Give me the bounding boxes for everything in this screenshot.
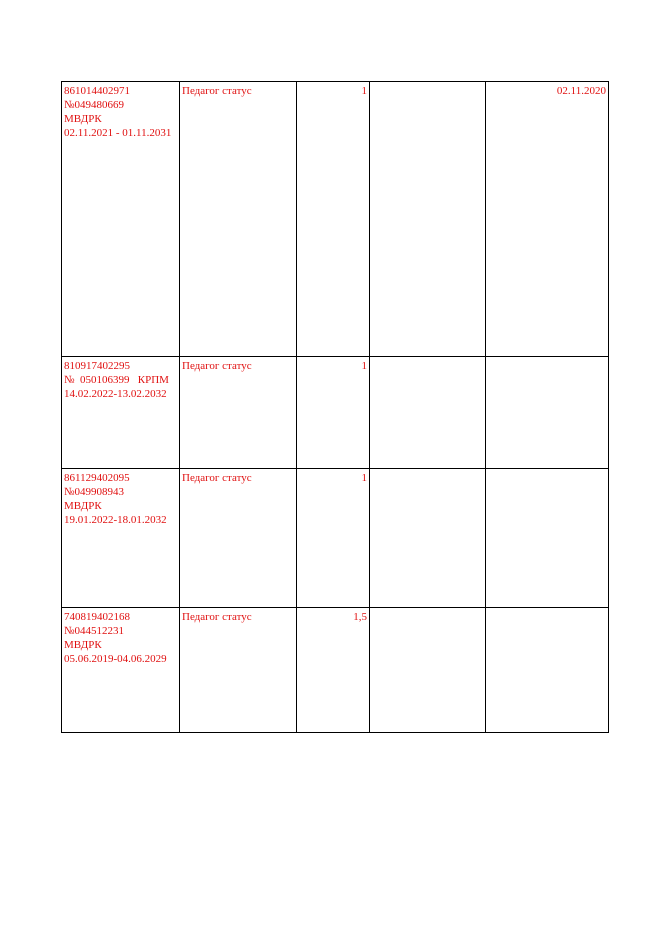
issuer-text: МВДРК: [64, 639, 102, 651]
value-cell: 1,5: [297, 608, 370, 733]
validity-period: 14.02.2022-13.02.2032: [64, 388, 167, 400]
document-number: №049908943: [64, 486, 124, 498]
value-cell: 1: [297, 82, 370, 357]
status-cell: Педагог статус: [180, 608, 297, 733]
empty-cell: [370, 469, 486, 608]
iin-text: 810917402295: [64, 360, 130, 372]
value-cell: 1: [297, 469, 370, 608]
validity-period: 02.11.2021 - 01.11.2031: [64, 127, 172, 139]
empty-cell: [370, 82, 486, 357]
issuer-text: МВДРК: [64, 500, 102, 512]
iin-text: 861129402095: [64, 472, 130, 484]
status-cell: Педагог статус: [180, 357, 297, 469]
table-row: [62, 82, 609, 357]
table-row: [62, 357, 609, 469]
table-row: [62, 469, 609, 608]
issuer-text: МВДРК: [64, 113, 102, 125]
doc-cell: [62, 82, 180, 357]
doc-cell: [62, 608, 180, 733]
iin-text: 740819402168: [64, 611, 130, 623]
date-cell: [486, 469, 609, 608]
document-number: №049480669: [64, 99, 124, 111]
document-number: №044512231: [64, 625, 124, 637]
validity-period: 05.06.2019-04.06.2029: [64, 653, 167, 665]
date-cell: [486, 357, 609, 469]
iin-text: 861014402971: [64, 85, 130, 97]
date-cell: 02.11.2020: [486, 82, 609, 357]
doc-cell: [62, 357, 180, 469]
validity-period: 19.01.2022-18.01.2032: [64, 514, 167, 526]
table-row: [62, 608, 609, 733]
empty-cell: [370, 357, 486, 469]
doc-cell: [62, 469, 180, 608]
staff-table: [61, 81, 609, 733]
status-cell: Педагог статус: [180, 82, 297, 357]
date-cell: [486, 608, 609, 733]
status-cell: Педагог статус: [180, 469, 297, 608]
document-number: № 050106399 КРПМ: [64, 374, 169, 386]
empty-cell: [370, 608, 486, 733]
value-cell: 1: [297, 357, 370, 469]
